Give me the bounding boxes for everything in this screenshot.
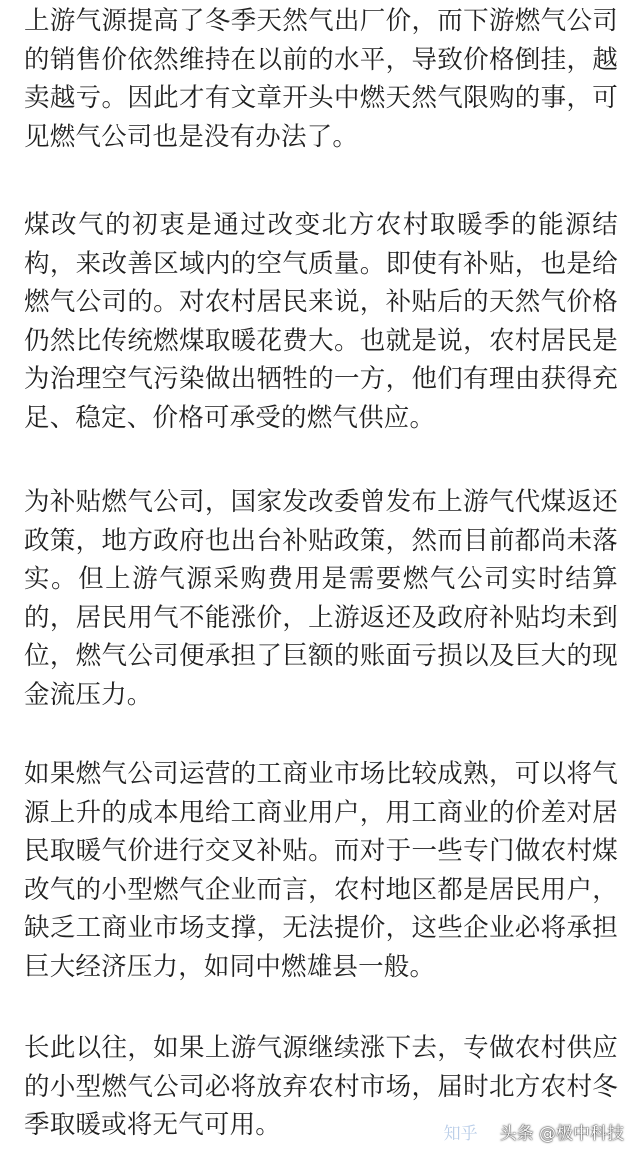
- watermark-site: 知乎: [443, 1124, 478, 1144]
- paragraph-1: 上游气源提高了冬季天然气出厂价，而下游燃气公司的销售价依然维持在以前的水平，导致价格倒挂，越卖越亏。因此才有文章开头中燃天然气限购的事，可见燃气公司也是没有办法了。: [24, 6, 618, 152]
- watermark: [444, 1119, 624, 1144]
- paragraph-2: 煤改气的初衷是通过改变北方农村取暖季的能源结构，来改善区域内的空气质量。即使有补贴，也是给燃气公司的。对农村居民来说，补贴后的天然气价格仍然比传统燃煤取暖花费大。也就是说，农村居民是为治理空气污染做出牺牲的一方，他们有理由获得充足、稳定、价格可承受的燃气供应。: [24, 210, 618, 433]
- watermark-logo-icon: [484, 1125, 494, 1139]
- paragraph-4: 如果燃气公司运营的工商业市场比较成熟，可以将气源上升的成本甩给工商业用户，用工商业的价差对居民取暖气价进行交叉补贴。而对于一些专门做农村煤改气的小型燃气企业而言，农村地区都是居民用户，缺乏工商业市场支撑，无法提价，这些企业必将承担巨大经济压力，如同中燃雄县一般。: [24, 759, 618, 982]
- paragraph-3: 为补贴燃气公司，国家发改委曾发布上游气代煤返还政策，地方政府也出台补贴政策，然而目前都尚未落实。但上游气源采购费用是需要燃气公司实时结算的，居民用气不能涨价，上游返还及政府补贴均未到位，燃气公司便承担了巨额的账面亏损以及巨大的现金流压力。: [24, 487, 618, 710]
- watermark-source: 头条 @极中科技: [499, 1124, 624, 1144]
- paragraph-5: 长此以往，如果上游气源继续涨下去，专做农村供应的小型燃气公司必将放弃农村市场，届时北方农村冬季取暖或将无气可用。: [24, 1033, 618, 1141]
